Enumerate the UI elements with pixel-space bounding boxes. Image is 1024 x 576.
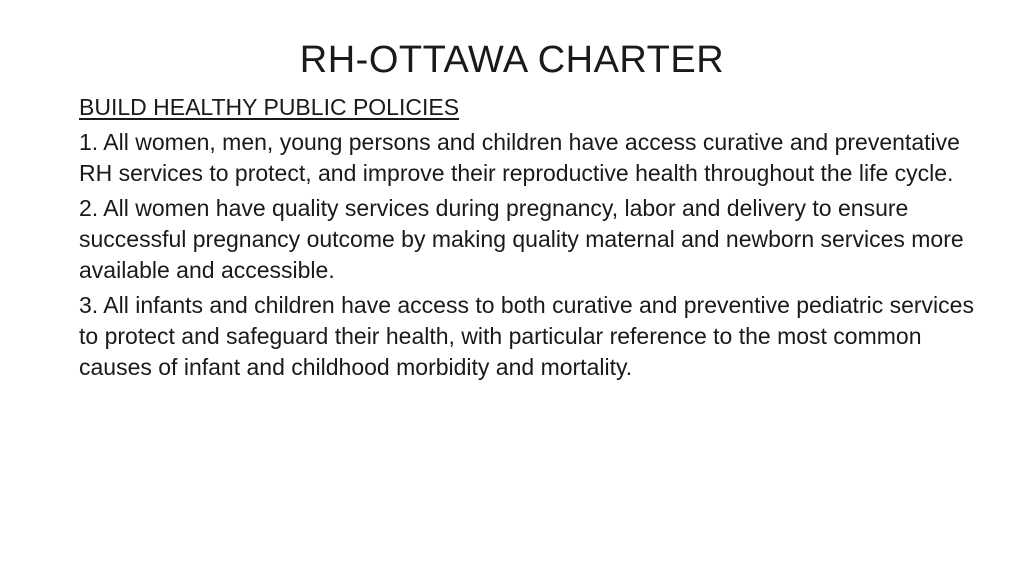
policy-point-2: 2. All women have quality services during pregnancy, labor and delivery to ensure successful pregnancy outcome by making quality maternal and newborn services more available and accessible. — [79, 195, 964, 283]
section-heading: BUILD HEALTHY PUBLIC POLICIES — [79, 94, 460, 120]
slide-content — [79, 92, 979, 387]
policy-point-3: 3. All infants and children have access to both curative and preventive pediatric services to protect and safeguard their health, with particular reference to the most common causes of infant and childhood morbidity and mortality. — [79, 292, 974, 380]
slide-title: RH-OTTAWA CHARTER — [299, 39, 725, 81]
policy-point-1: 1. All women, men, young persons and children have access curative and preventative RH services to protect, and improve their reproductive health throughout the life cycle. — [79, 129, 960, 186]
